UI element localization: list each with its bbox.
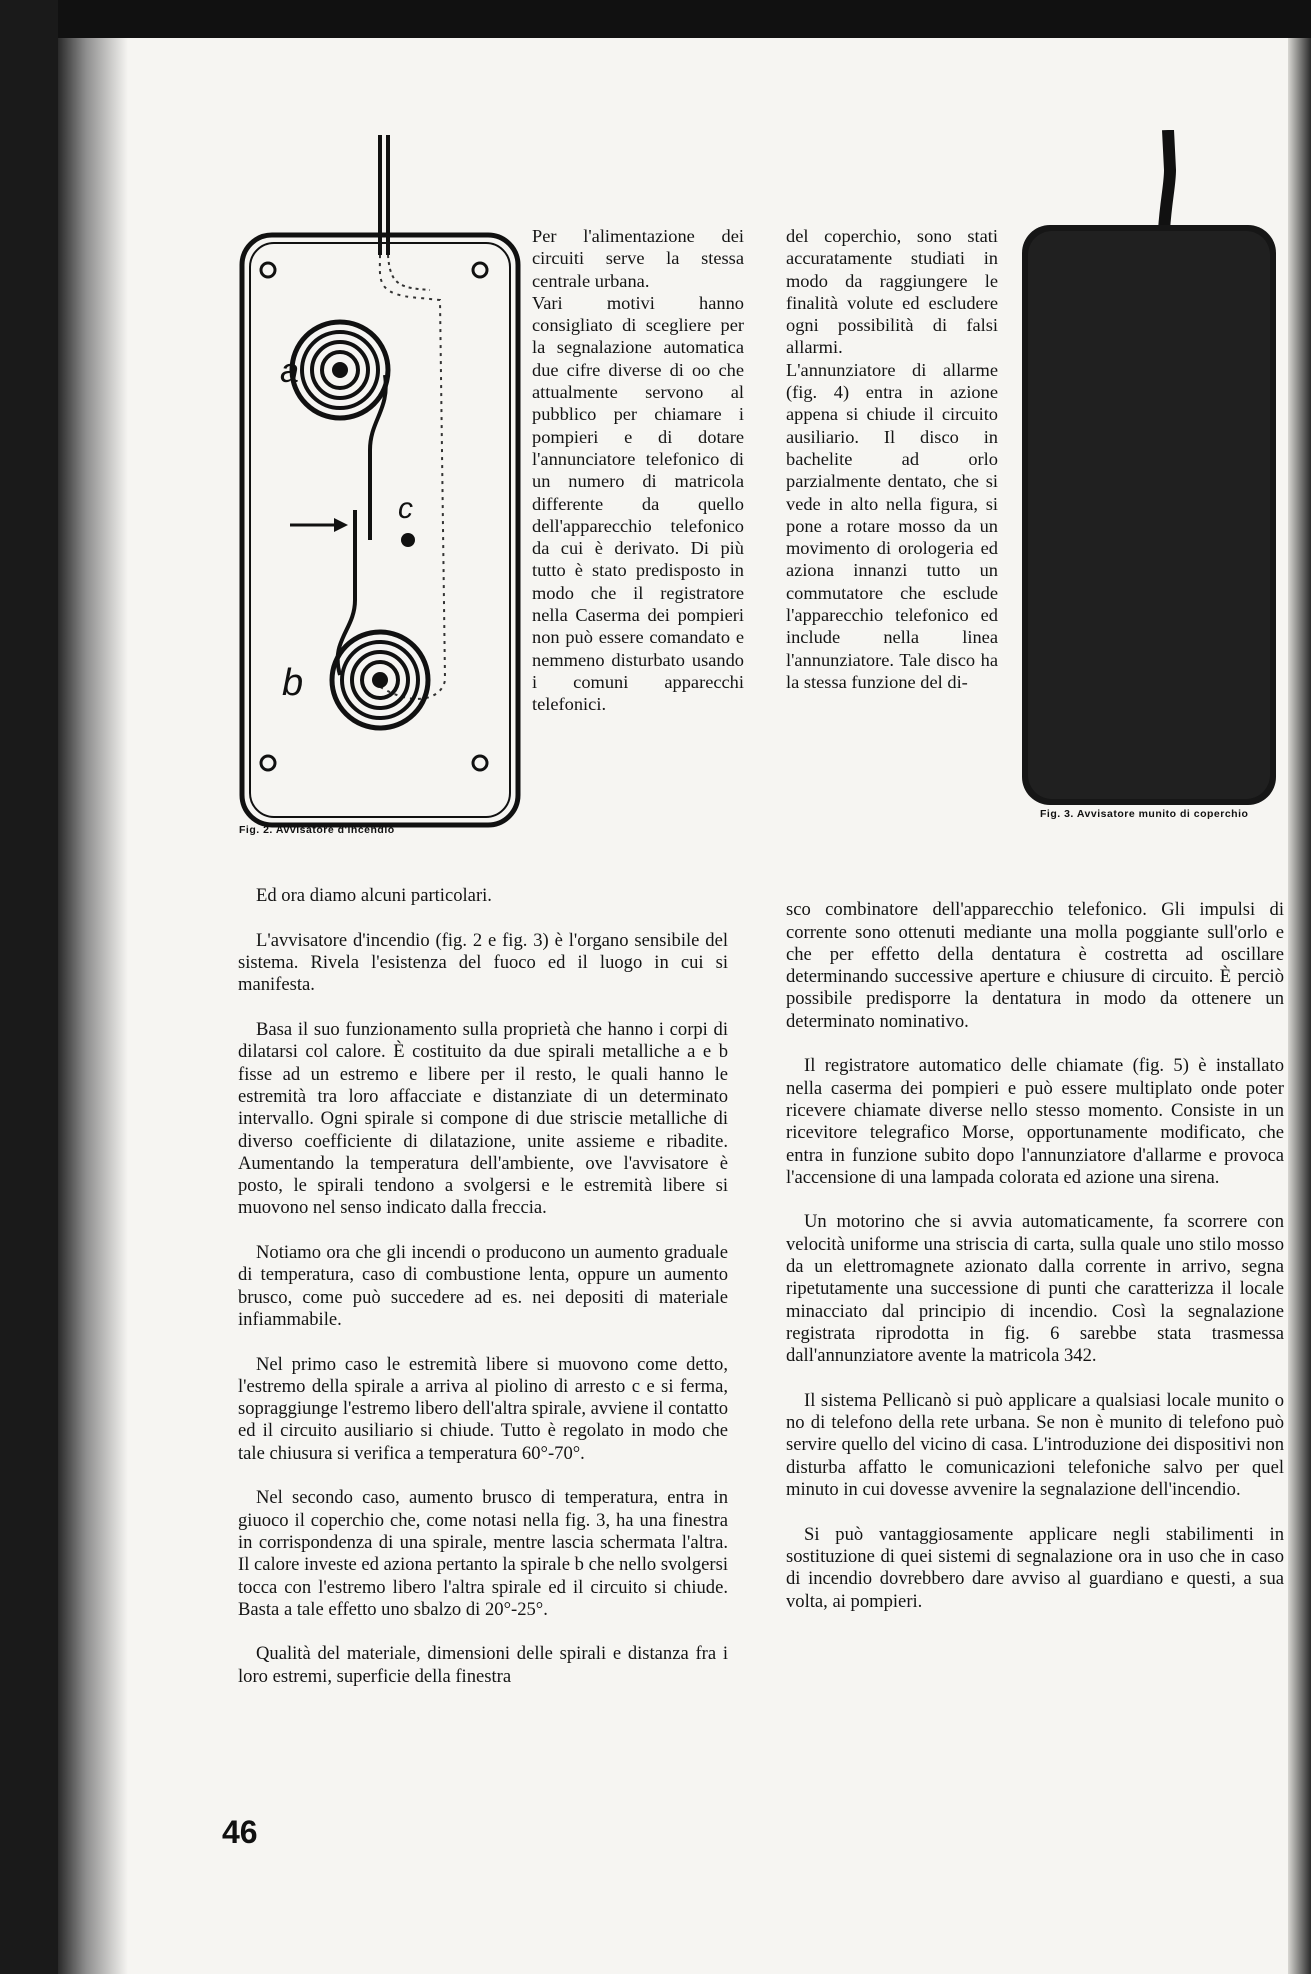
page-number: 46 <box>222 1814 258 1850</box>
paragraph: Un motorino che si avvia automaticamente, fa scorrere con velocità uniforme una striscia di carta, sulla quale uno stilo mosso da un elettromagnete azionato dalla corrente in arrivo, segna ripetutamente una successione di punti che caratterizza il locale minacciato dal principio di incendio. Così la segnalazione registrata riprodotta in fig. 6 sarebbe stata trasmessa dall'annunziatore avente la matricola 342. <box>786 1211 1284 1367</box>
column-2-top-text: del coperchio, sono stati accuratamente studiati in modo da raggiungere le finalità volute ed escludere ogni possibilità di falsi allarmi. L'annunziatore di allarme (fig. 4) entra in azione appena si chiude il circuito ausiliario. Il disco in bachelite ad orlo parzialmente dentato, che si vede in alto nella figura, si pone a rotare mosso da un movimento di orologeria ed aziona innanzi tutto un commutatore che esclude l'apparecchio telefonico ed include nella linea l'annunziatore. Tale disco ha la stessa funzione del di- <box>786 226 998 692</box>
detector-plate <box>242 235 518 825</box>
paragraph: Si può vantaggiosamente applicare negli stabilimenti in sostituzione di quei sistemi di segnalazione ora in uso che in caso di incendio dovrebbero dare avviso al guardiano e questi, a sua volta, ai pompieri. <box>786 1523 1284 1612</box>
spiral-b <box>332 632 428 728</box>
label-a: a <box>280 352 299 390</box>
column-1-top-text: Per l'alimentazione dei circuiti serve la stessa centrale urbana. Vari motivi hanno consigliato di scegliere per la segnalazione automatica due cifre diverse di oo che attualmente servono al pubblico per chiamare i pompieri e di dotare l'annunciatore telefonico di un numero di matricola differente da quello dell'apparecchio telefonico da cui è derivato. Di più tutto è stato predisposto in modo che il registratore nella Caserma dei pompieri non può essere comandato e nemmeno disturbato usando i comuni apparecchi telefonici. <box>532 226 744 715</box>
paragraph: Ed ora diamo alcuni particolari. <box>256 885 492 907</box>
paragraph: L'avvisatore d'incendio (fig. 2 e fig. 3) è l'organo sensibile del sistema. Rivela l'esistenza del fuoco ed il luogo in cui si manifesta. <box>238 929 728 996</box>
spiral-a <box>292 322 388 418</box>
spiral-b-free-end <box>338 510 355 675</box>
paragraph: Nel primo caso le estremità libere si muovono come detto, l'estremo della spirale a arriva al piolino di arresto c e si ferma, sopraggiunge l'estremo libero dell'altra spirale, avviene il contatto ed il circuito ausiliario si chiude. Tutto è regolato in modo che tale chiusura si verifica a temperatura 60°-70°. <box>238 1353 728 1464</box>
figure-3-caption: Fig. 3. Avvisatore munito di coperchio <box>1040 808 1249 820</box>
arrow-head-icon <box>334 518 348 532</box>
right-page-edge <box>1288 38 1311 1974</box>
label-c: c <box>398 492 413 525</box>
paragraph: Nel secondo caso, aumento brusco di temperatura, entra in giuoco il coperchio che, come notasi nella fig. 3, ha una finestra in corrispondenza di una spirale, mentre lascia schermata l'altra. Il calore investe ed aziona pertanto la spirale b che nello svolgersi tocca con l'estremo libero l'altra spirale ed il circuito si chiude. Basta a tale effetto uno sbalzo di 20°-25°. <box>238 1487 728 1620</box>
paragraph: Notiamo ora che gli incendi o producono un aumento graduale di temperatura, caso di combustione lenta, oppure un aumento brusco, come può succedere ad es. nei depositi di materiale infiammabile. <box>238 1242 728 1330</box>
paragraph: Qualità del materiale, dimensioni delle spirali e distanza fra i loro estremi, superficie della finestra <box>238 1643 728 1687</box>
stop-pin-c <box>401 533 415 547</box>
cover-cable <box>1164 130 1170 230</box>
paragraph: Il sistema Pellicanò si può applicare a qualsiasi locale munito o no di telefono della rete urbana. Se non è munito di telefono può servire quello del vicino di casa. L'introduzione dei dispositivi non disturba affatto le comunicazioni telefoniche salvo per quel minuto in cui dovesse avvenire la segnalazione dell'incendio. <box>786 1389 1284 1501</box>
figure-2-caption: Fig. 2. Avvisatore d'incendio <box>239 824 395 836</box>
paragraph: Basa il suo funzionamento sulla proprietà che hanno i corpi di dilatarsi col calore. È costituito da due spirali metalliche a e b fisse ad un estremo e libere per il resto, le quali hanno le estremità tra loro affacciate e distanziate di un determinato intervallo. Ogni spirale si compone di due striscie metalliche di diverso coefficiente di dilatazione, unite assieme e ribadite. Aumentando la temperatura dell'ambiente, ove l'avvisatore è posto, le spirali tendono a svolgersi e le estremità libere si muovono nel senso indicato dalla freccia. <box>238 1019 728 1219</box>
cover-face <box>1028 231 1270 799</box>
screw-hole-top-left <box>261 263 275 277</box>
figure-3-detector-with-cover <box>1018 130 1280 810</box>
screw-hole-bottom-right <box>473 756 487 770</box>
paragraph: Il registratore automatico delle chiamate (fig. 5) è installato nella caserma dei pompieri e può essere multiplato onde poter ricevere chiamate diverse nello stesso momento. Consiste in un ricevitore telegrafico Morse, opportunamente modificato, che entra in funzione subito dopo l'annunziatore d'allarme e provoca l'accensione di una lampada colorata ed azione una sirena. <box>786 1055 1284 1188</box>
figure-2-fire-detector <box>230 120 530 840</box>
paragraph: sco combinatore dell'apparecchio telefonico. Gli impulsi di corrente sono ottenuti mediante una molla poggiante sull'orlo e che per effetto della dentatura è costretta ad oscillare determinando successive aperture e chiusure di circuito. È perciò possibile predisporre la dentatura in modo da ottenere un determinato nominativo. <box>786 899 1284 1032</box>
detector-plate-inner <box>250 243 510 817</box>
column-2-text <box>786 877 1284 1635</box>
column-1-text <box>238 863 728 1710</box>
top-dark-border <box>58 0 1311 40</box>
screw-hole-bottom-left <box>261 756 275 770</box>
label-b: b <box>282 662 304 704</box>
screw-hole-top-right <box>473 263 487 277</box>
binding-shadow <box>58 38 128 1974</box>
circuit-lead <box>388 255 430 290</box>
